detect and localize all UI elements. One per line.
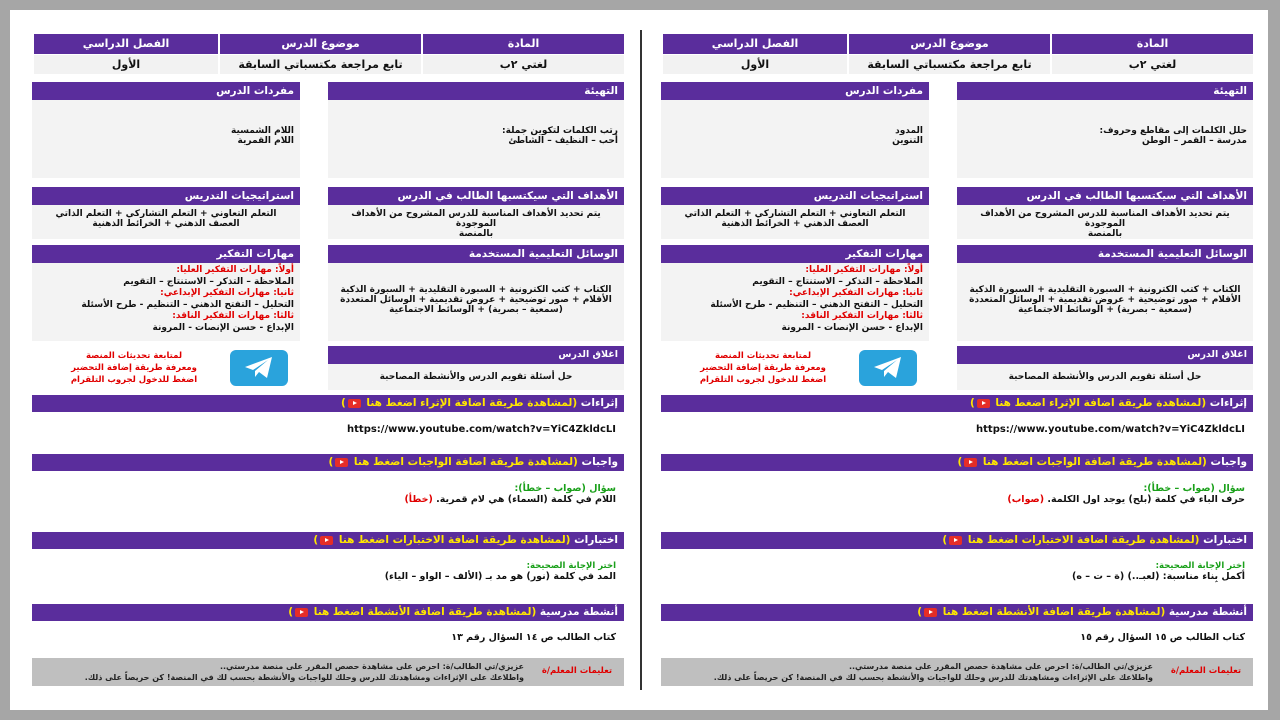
tools-title: الوسائل التعليمية المستخدمة [328, 245, 624, 263]
vocab-line-1: اللام الشمسية [231, 126, 294, 136]
enrich-bar [661, 395, 1253, 412]
promo-line-3: اضغط للدخول لجروب التلقرام [699, 375, 827, 385]
vocab-box [661, 82, 929, 178]
teacher-body [44, 661, 524, 683]
homework-q-answer: (صواب) [1007, 494, 1045, 505]
promo-line-2: ومعرفة طريقة إضافة التحضير [71, 363, 197, 373]
vocab-body [661, 100, 929, 178]
thinking-line-3: الإبداع - حسن الإنصات - المرونة [152, 322, 294, 333]
thinking-body [661, 263, 929, 341]
closing-body: حل أسئلة تقويم الدرس والأنشطة المصاحبة [328, 364, 624, 390]
subject-value: لغتي ٢ب [1050, 55, 1253, 74]
teacher-body [673, 661, 1153, 683]
term-label: الفصل الدراسي [32, 34, 218, 54]
homework-question [40, 494, 616, 505]
tests-q-label: اختر الإجابة الصحيحة: [1155, 561, 1245, 571]
tests-bar [661, 532, 1253, 549]
promo-line-1: لمتابعة تحديثات المنصة [714, 351, 812, 361]
tests-link[interactable]: (لمشاهدة طريقة اضافة الاختبارات اضغط هنا [338, 534, 571, 546]
subject-label: المادة [1050, 34, 1253, 54]
lesson-plan-page-left [32, 34, 624, 689]
activities-text: كتاب الطالب ص ١٥ السؤال رقم ١٥ [661, 621, 1253, 654]
homework-question [669, 494, 1245, 505]
goals-line-1: يتم تحديد الأهداف المناسبة للدرس المشروح من الأهداف الموجودة [980, 209, 1230, 229]
vocab-title: مفردات الدرس [661, 82, 929, 100]
homework-q-label: سؤال (صواب – خطأ): [1143, 483, 1245, 494]
enrich-label: إثراءات [580, 397, 618, 409]
thinking-heading-3: ثالثا: مهارات التفكير الناقد: [801, 311, 923, 321]
thinking-line-1: الملاحظة – التذكر – الاستنتاج – التقويم [752, 276, 923, 287]
intro-body [957, 100, 1253, 178]
intro-body [328, 100, 624, 178]
vocab-line-2: اللام القمرية [237, 136, 294, 146]
tools-line-3: (سمعية – بصرية) + الوسائط الاجتماعية [389, 305, 563, 315]
goals-body [957, 205, 1253, 239]
intro-line-2: مدرسة – القمر – الوطن [1141, 136, 1247, 146]
page-divider [640, 30, 642, 690]
intro-title: التهيئة [957, 82, 1253, 100]
intro-box [957, 82, 1253, 178]
thinking-line-2: التحليل – التفتح الذهني – التنظيم - طرح الأسئلة [710, 299, 923, 310]
teacher-line-1: عزيزي/تي الطالب/ة: احرص على مشاهدة حصص المقرر على منصة مدرستي.. [848, 662, 1153, 671]
activities-link-close: ) [917, 606, 923, 618]
tests-label: اختبارات [574, 534, 618, 546]
tools-line-1: الكتاب + كتب الكترونية + السبورة التقليدية + السبورة الذكية [969, 285, 1241, 295]
strategies-line-2: العصف الذهني + الخرائط الذهنية [721, 219, 869, 229]
closing-title: اغلاق الدرس [957, 346, 1253, 364]
intro-line-1: حلل الكلمات إلى مقاطع وحروف: [1099, 126, 1247, 136]
promo-line-2: ومعرفة طريقة إضافة التحضير [700, 363, 826, 373]
strategies-line-1: التعلم التعاوني + التعلم التشاركي + التعلم الذاتي [684, 209, 906, 219]
thinking-title: مهارات التفكير [661, 245, 929, 263]
intro-line-2: أحب – النظيف – الشاطئ [508, 136, 618, 146]
thinking-line-3: الإبداع - حسن الإنصات - المرونة [781, 322, 923, 333]
closing-box [328, 346, 624, 390]
activities-bar [661, 604, 1253, 621]
goals-title: الأهداف التي سيكتسبها الطالب في الدرس [328, 187, 624, 205]
homework-q-text: اللام في كلمة (السماء) هي لام قمرية. [436, 494, 616, 505]
lesson-plan-page-right [661, 34, 1253, 689]
vocab-body [32, 100, 300, 178]
activities-link[interactable]: (لمشاهدة طريقة اضافة الأنشطة اضغط هنا [313, 606, 537, 618]
strategies-box [661, 187, 929, 239]
enrich-row [661, 395, 1253, 447]
strategies-body [32, 205, 300, 239]
promo-line-3: اضغط للدخول لجروب التلقرام [70, 375, 198, 385]
intro-box [328, 82, 624, 178]
teacher-row [661, 658, 1253, 686]
thinking-box [32, 245, 300, 341]
strategies-body [661, 205, 929, 239]
homework-q-label: سؤال (صواب – خطأ): [514, 483, 616, 494]
thinking-line-1: الملاحظة – التذكر – الاستنتاج – التقويم [123, 276, 294, 287]
tests-bar [32, 532, 624, 549]
teacher-line-2: واطلاعك على الإثراءات ومشاهدتك للدرس وحلك للواجبات والأنشطة بحسب لك في المنصة! كن حريصاً على ذلك. [84, 673, 524, 682]
term-value: الأول [32, 55, 218, 74]
thinking-heading-2: ثانيا: مهارات التفكير الإبداعي: [160, 288, 294, 298]
topic-label: موضوع الدرس [218, 34, 421, 54]
tests-link-close: ) [942, 534, 948, 546]
thinking-heading-2: ثانيا: مهارات التفكير الإبداعي: [789, 288, 923, 298]
homework-link[interactable]: (لمشاهدة طريقة اضافة الواجبات اضغط هنا [353, 456, 578, 468]
thinking-line-2: التحليل – التفتح الذهني – التنظيم - طرح الأسئلة [81, 299, 294, 310]
vocab-line-2: التنوين [892, 136, 923, 146]
telegram-button[interactable] [230, 350, 288, 386]
goals-body [328, 205, 624, 239]
enrich-bar [32, 395, 624, 412]
teacher-label: تعليمات المعلم/ة [541, 666, 613, 676]
activities-text: كتاب الطالب ص ١٤ السؤال رقم ١٣ [32, 621, 624, 654]
term-value: الأول [661, 55, 847, 74]
tools-line-2: الأقلام + صور توضيحية + عروض تقديمية + الوسائل المتعددة [969, 295, 1241, 305]
tests-link-close: ) [313, 534, 319, 546]
homework-row [661, 454, 1253, 526]
homework-body [661, 471, 1253, 526]
youtube-icon[interactable] [949, 536, 962, 545]
enrich-row [32, 395, 624, 447]
topic-value: تابع مراجعة مكتسباتي السابقة [218, 55, 421, 74]
tools-line-1: الكتاب + كتب الكترونية + السبورة التقليدية + السبورة الذكية [340, 285, 612, 295]
youtube-icon[interactable] [977, 399, 990, 408]
youtube-icon[interactable] [348, 399, 361, 408]
homework-label: واجبات [1210, 456, 1247, 468]
vocab-title: مفردات الدرس [32, 82, 300, 100]
homework-body [32, 471, 624, 526]
goals-line-2: بالمنصة [1087, 229, 1123, 239]
enrich-link[interactable]: (لمشاهدة طريقة اضافة الإثراء اضغط هنا [995, 397, 1207, 409]
closing-box [957, 346, 1253, 390]
goals-box [328, 187, 624, 239]
tests-link[interactable]: (لمشاهدة طريقة اضافة الاختبارات اضغط هنا [967, 534, 1200, 546]
homework-q-text: حرف الباء في كلمة (بلح) يوجد اول الكلمة. [1047, 494, 1245, 505]
strategies-line-1: التعلم التعاوني + التعلم التشاركي + التعلم الذاتي [55, 209, 277, 219]
telegram-promo[interactable] [59, 350, 209, 386]
homework-bar [32, 454, 624, 471]
tests-row [661, 532, 1253, 600]
activities-link[interactable]: (لمشاهدة طريقة اضافة الأنشطة اضغط هنا [942, 606, 1166, 618]
enrich-url[interactable]: https://www.youtube.com/watch?v=YiC4ZkldcLI [32, 412, 624, 447]
youtube-icon[interactable] [335, 458, 348, 467]
subject-value: لغتي ٢ب [421, 55, 624, 74]
intro-line-1: رتب الكلمات لتكوين جملة: [502, 126, 618, 136]
telegram-icon [873, 356, 903, 380]
strategies-line-2: العصف الذهني + الخرائط الذهنية [92, 219, 240, 229]
teacher-line-1: عزيزي/تي الطالب/ة: احرص على مشاهدة حصص المقرر على منصة مدرستي.. [219, 662, 524, 671]
activities-row [32, 604, 624, 654]
thinking-heading-3: ثالثا: مهارات التفكير الناقد: [172, 311, 294, 321]
tests-body [661, 549, 1253, 600]
homework-q-answer: (خطأ) [404, 494, 433, 505]
teacher-label: تعليمات المعلم/ة [1170, 666, 1242, 676]
closing-body: حل أسئلة تقويم الدرس والأنشطة المصاحبة [957, 364, 1253, 390]
topic-label: موضوع الدرس [847, 34, 1050, 54]
telegram-icon [244, 356, 274, 380]
thinking-heading-1: أولاً: مهارات التفكير العليا: [176, 265, 294, 275]
closing-title: اغلاق الدرس [328, 346, 624, 364]
tests-label: اختبارات [1203, 534, 1247, 546]
homework-label: واجبات [581, 456, 618, 468]
enrich-link-close: ) [340, 397, 346, 409]
enrich-link[interactable]: (لمشاهدة طريقة اضافة الإثراء اضغط هنا [366, 397, 578, 409]
vocab-line-1: المدود [895, 126, 923, 136]
intro-title: التهيئة [328, 82, 624, 100]
subject-label: المادة [421, 34, 624, 54]
strategies-box [32, 187, 300, 239]
activities-label: أنشطة مدرسية [1168, 606, 1247, 618]
thinking-box [661, 245, 929, 341]
homework-link-close: ) [328, 456, 334, 468]
thinking-body [32, 263, 300, 341]
header-table [32, 34, 624, 74]
tests-q-label: اختر الإجابة الصحيحة: [526, 561, 616, 571]
strategies-title: استراتيجيات التدريس [661, 187, 929, 205]
teacher-line-2: واطلاعك على الإثراءات ومشاهدتك للدرس وحلك للواجبات والأنشطة بحسب لك في المنصة! كن حريصاً على ذلك. [713, 673, 1153, 682]
activities-link-close: ) [288, 606, 294, 618]
homework-link-close: ) [957, 456, 963, 468]
telegram-promo[interactable] [688, 350, 838, 386]
youtube-icon[interactable] [320, 536, 333, 545]
tools-line-2: الأقلام + صور توضيحية + عروض تقديمية + الوسائل المتعددة [340, 295, 612, 305]
goals-title: الأهداف التي سيكتسبها الطالب في الدرس [957, 187, 1253, 205]
tests-body [32, 549, 624, 600]
tools-body [328, 263, 624, 341]
teacher-row [32, 658, 624, 686]
thinking-title: مهارات التفكير [32, 245, 300, 263]
tools-body [957, 263, 1253, 341]
activities-bar [32, 604, 624, 621]
youtube-icon[interactable] [924, 608, 937, 617]
homework-bar [661, 454, 1253, 471]
strategies-title: استراتيجيات التدريس [32, 187, 300, 205]
homework-link[interactable]: (لمشاهدة طريقة اضافة الواجبات اضغط هنا [982, 456, 1207, 468]
tools-line-3: (سمعية – بصرية) + الوسائط الاجتماعية [1018, 305, 1192, 315]
tools-box [328, 245, 624, 341]
tests-q-text: أكمل بِناء مناسبة: (لعبـ..) (ة – ت – ه) [1072, 571, 1245, 582]
enrich-label: إثراءات [1209, 397, 1247, 409]
youtube-icon[interactable] [964, 458, 977, 467]
enrich-link-close: ) [969, 397, 975, 409]
tests-q-text: المد في كلمة (نور) هو مد بـ (الألف – الواو – الياء) [384, 571, 616, 582]
activities-row [661, 604, 1253, 654]
goals-box [957, 187, 1253, 239]
tools-box [957, 245, 1253, 341]
header-table [661, 34, 1253, 74]
goals-line-2: بالمنصة [458, 229, 494, 239]
tools-title: الوسائل التعليمية المستخدمة [957, 245, 1253, 263]
homework-row [32, 454, 624, 526]
tests-row [32, 532, 624, 600]
topic-value: تابع مراجعة مكتسباتي السابقة [847, 55, 1050, 74]
goals-line-1: يتم تحديد الأهداف المناسبة للدرس المشروح من الأهداف الموجودة [351, 209, 601, 229]
promo-line-1: لمتابعة تحديثات المنصة [85, 351, 183, 361]
telegram-button[interactable] [859, 350, 917, 386]
activities-label: أنشطة مدرسية [539, 606, 618, 618]
thinking-heading-1: أولاً: مهارات التفكير العليا: [805, 265, 923, 275]
enrich-url[interactable]: https://www.youtube.com/watch?v=YiC4ZkldcLI [661, 412, 1253, 447]
youtube-icon[interactable] [295, 608, 308, 617]
vocab-box [32, 82, 300, 178]
term-label: الفصل الدراسي [661, 34, 847, 54]
